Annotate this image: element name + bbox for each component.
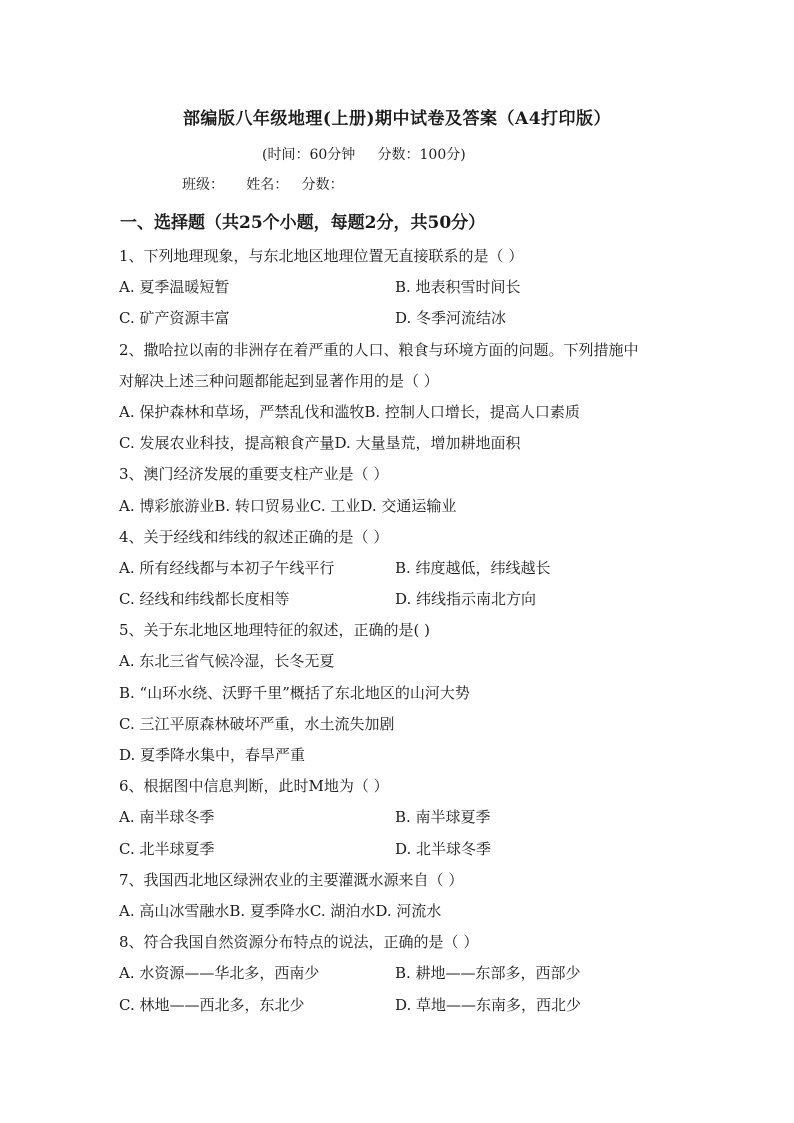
answer-option: D. 草地——东南多，西北少 (395, 995, 582, 1014)
option-row (119, 272, 679, 303)
question-line: D. 夏季降水集中，春旱严重 (119, 746, 306, 764)
question-line: A. 博彩旅游业B. 转口贸易业C. 工业D. 交通运输业 (119, 496, 457, 515)
answer-option: B. 南半球夏季 (395, 808, 491, 827)
option-row (119, 584, 679, 615)
answer-option: A. 所有经线都与本初子午线平行 (119, 558, 335, 577)
answer-option: A. 夏季温暖短暂 (119, 278, 230, 297)
answer-option: D. 纬线指示南北方向 (395, 590, 537, 609)
question-stem: 8、符合我国自然资源分布特点的说法，正确的是（ ） (119, 933, 479, 952)
answer-option: D. 冬季河流结冰 (395, 309, 507, 328)
question-line: B. “山环水绕、沃野千里”概括了东北地区的山河大势 (119, 683, 470, 702)
question-line: A. 保护森林和草场，严禁乱伐和滥牧B. 控制人口增长，提高人口素质 (119, 402, 580, 421)
question-stem: 3、澳门经济发展的重要支柱产业是（ ） (119, 465, 389, 484)
exam-time-score: (时间：60分钟 分数：100分) (262, 147, 466, 163)
option-row (119, 553, 679, 584)
question-line: A. 东北三省气候冷湿，长冬无夏 (119, 652, 335, 671)
answer-option: A. 南半球冬季 (119, 808, 215, 827)
question-line: C. 发展农业科技，提高粮食产量D. 大量垦荒，增加耕地面积 (119, 434, 521, 453)
question-stem: 6、根据图中信息判断，此时M地为（ ） (119, 777, 389, 796)
question-list (119, 241, 679, 1021)
section-heading: 一、选择题（共25个小题，每题2分，共50分） (120, 213, 486, 233)
question-line: A. 高山冰雪融水B. 夏季降水C. 湖泊水D. 河流水 (119, 901, 442, 920)
question-stem: 4、关于经线和纬线的叙述正确的是（ ） (119, 527, 389, 546)
question-line: 对解决上述三种问题都能起到显著作用的是（ ） (119, 371, 439, 390)
student-info-line: 班级： 姓名： 分数： (182, 177, 344, 193)
option-row (119, 834, 679, 865)
answer-option: C. 北半球夏季 (119, 839, 215, 858)
answer-option: B. 耕地——东部多，西部少 (395, 964, 581, 983)
answer-option: D. 北半球冬季 (395, 839, 492, 858)
question-stem: 7、我国西北地区绿洲农业的主要灌溉水源来自（ ） (119, 870, 464, 889)
option-row (119, 958, 679, 989)
answer-option: C. 林地——西北多，东北少 (119, 995, 305, 1014)
answer-option: B. 地表积雪时间长 (395, 278, 521, 297)
exam-title: 部编版八年级地理(上册)期中试卷及答案（A4打印版） (182, 109, 612, 129)
option-row (119, 802, 679, 833)
option-row (119, 303, 679, 334)
question-line: C. 三江平原森林破坏严重，水土流失加剧 (119, 714, 395, 733)
question-stem: 1、下列地理现象，与东北地区地理位置无直接联系的是（ ） (119, 247, 524, 265)
answer-option: A. 水资源——华北多，西南少 (119, 964, 320, 983)
answer-option: B. 纬度越低，纬线越长 (395, 558, 551, 577)
question-stem: 5、关于东北地区地理特征的叙述，正确的是( ) (119, 621, 431, 640)
question-stem: 2、撒哈拉以南的非洲存在着严重的人口、粮食与环境方面的问题。下列措施中 (119, 340, 639, 359)
option-row (119, 990, 679, 1021)
answer-option: C. 经线和纬线都长度相等 (119, 590, 290, 609)
answer-option: C. 矿产资源丰富 (119, 309, 230, 328)
